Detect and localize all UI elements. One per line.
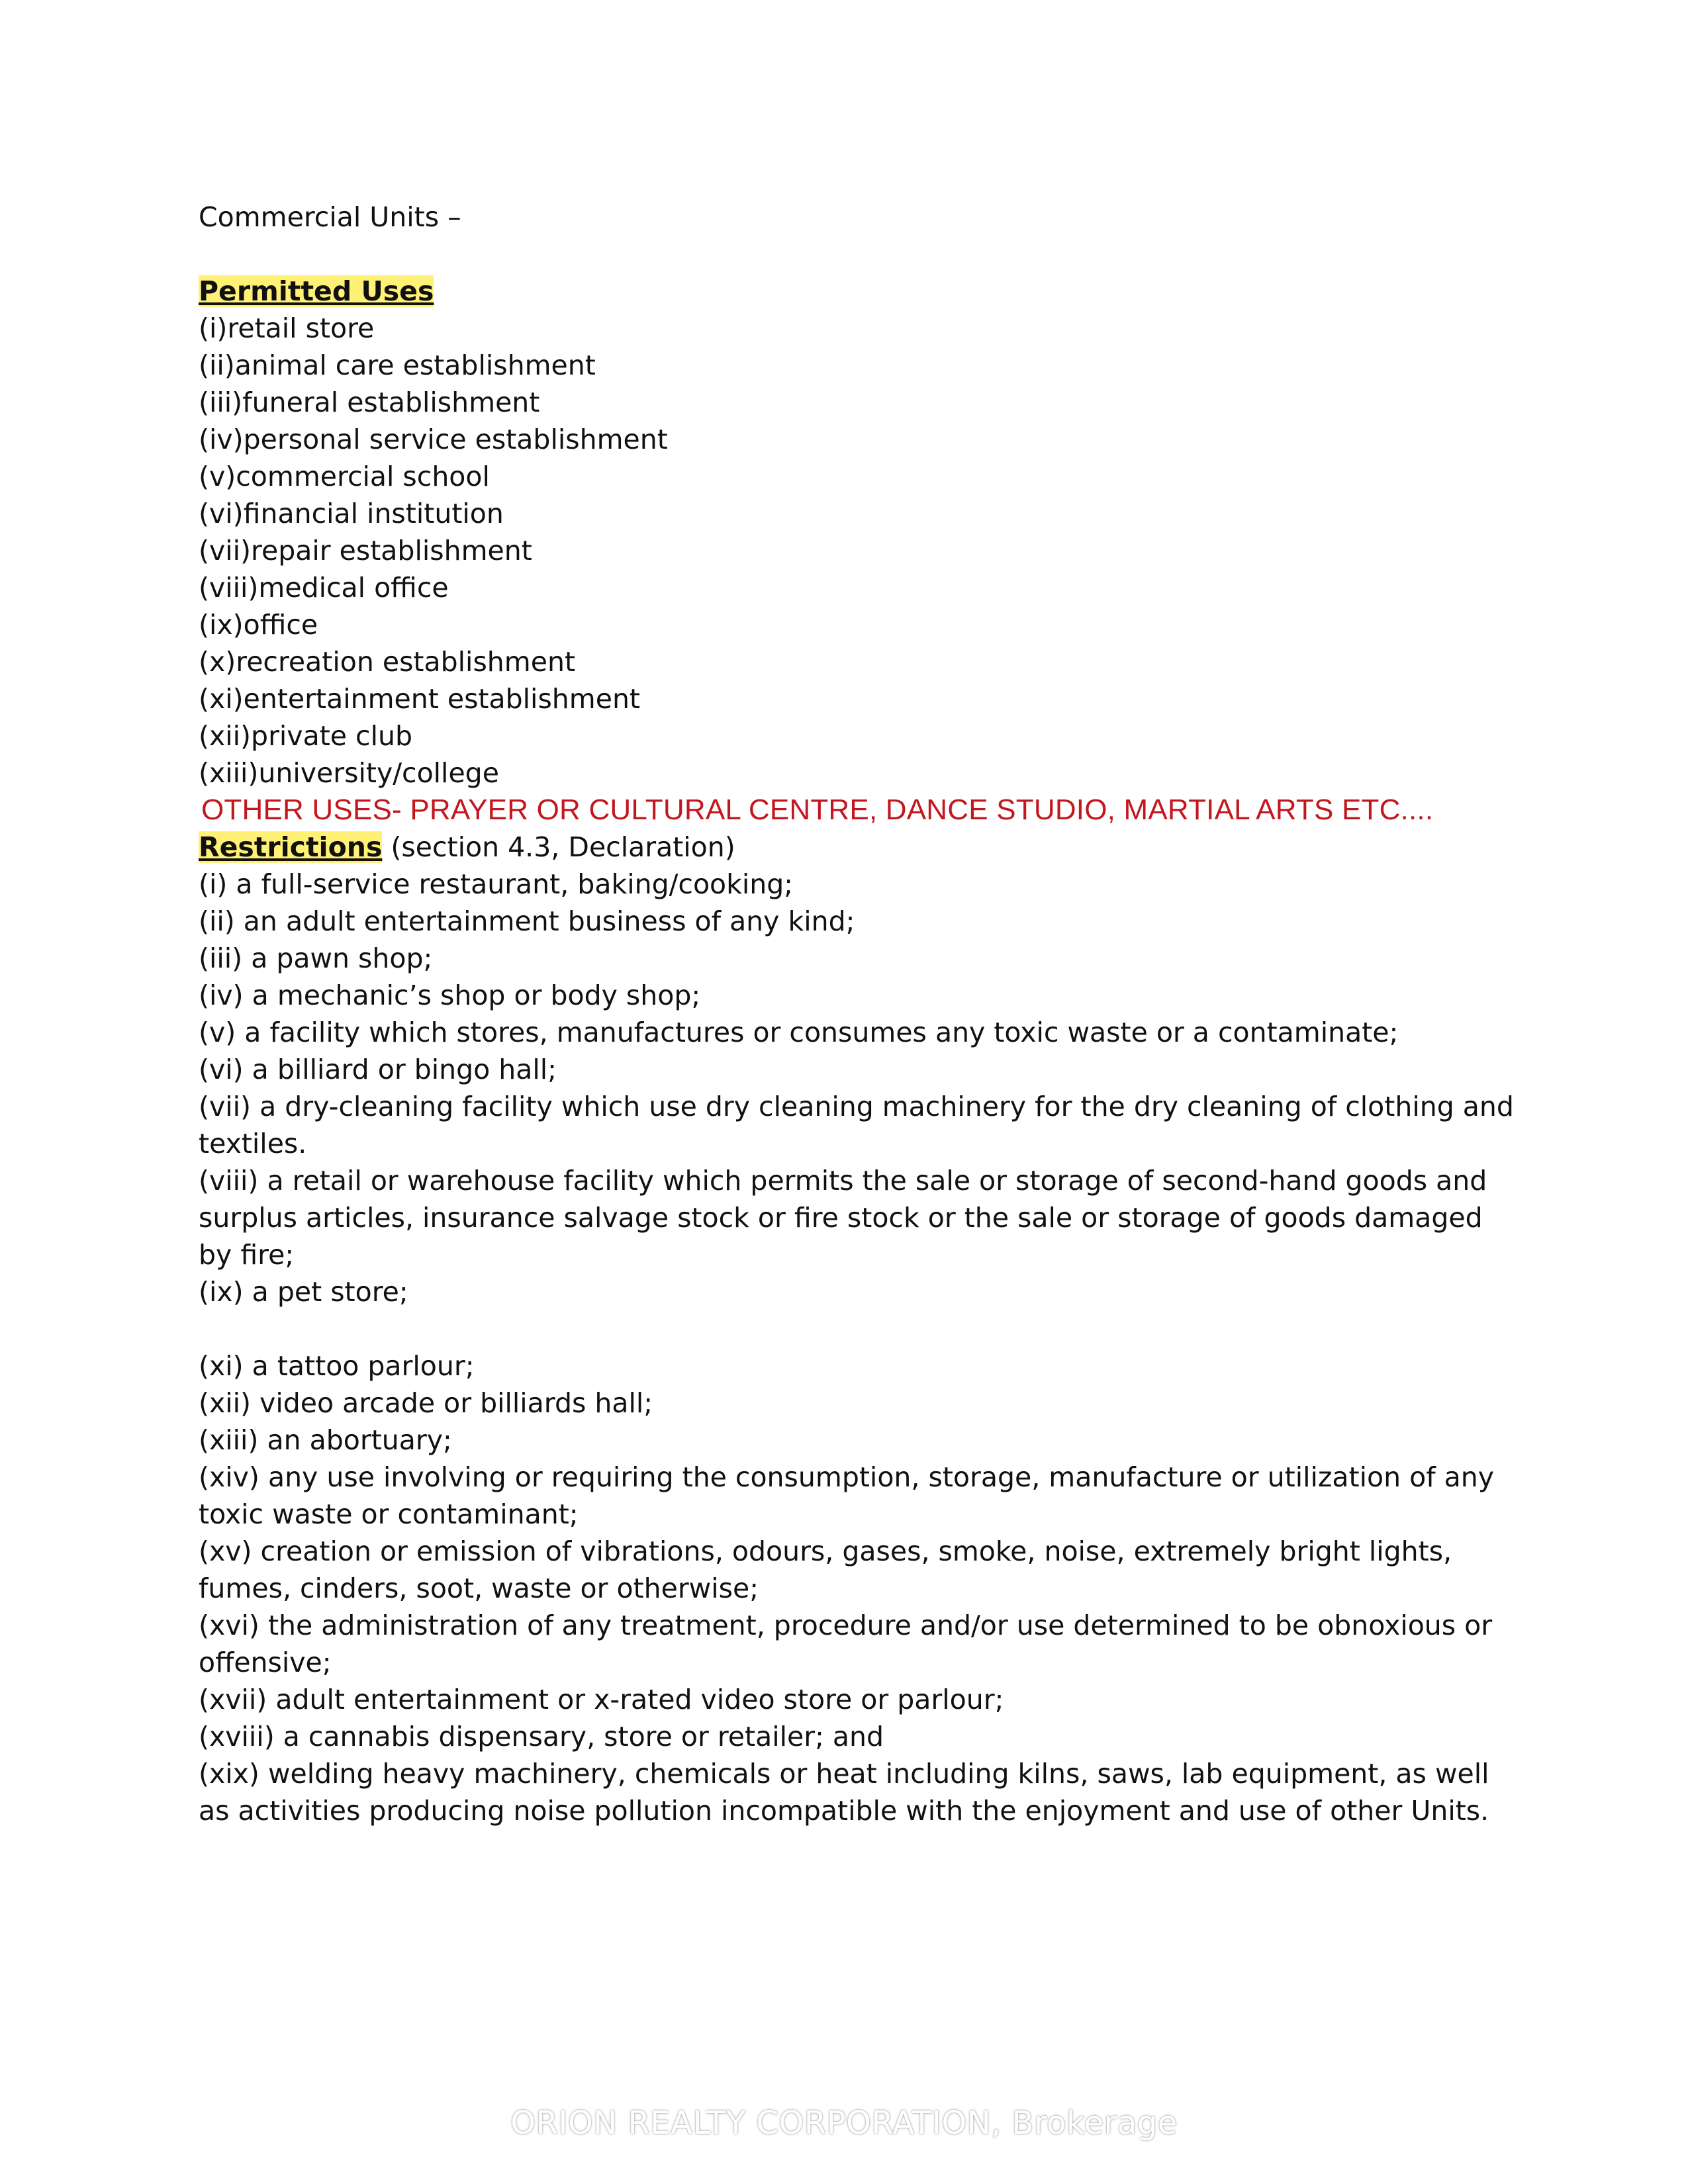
document-title: Commercial Units –	[199, 201, 461, 233]
restriction-item: (xii) video arcade or billiards hall;	[199, 1387, 653, 1419]
restriction-item: (xiii) an abortuary;	[199, 1424, 452, 1456]
brokerage-watermark: ORION REALTY CORPORATION, Brokerage	[510, 2105, 1178, 2142]
restriction-item: (vi) a billiard or bingo hall;	[199, 1054, 557, 1085]
restriction-item: (i) a full-service restaurant, baking/cooking;	[199, 868, 794, 900]
restriction-item: (ii) an adult entertainment business of any kind;	[199, 905, 855, 937]
restrictions-list-continued	[199, 1347, 1523, 1829]
permitted-use-item: (vi)financial institution	[199, 498, 504, 529]
permitted-use-item: (xiii)university/college	[199, 757, 499, 789]
permitted-use-item: (xii)private club	[199, 720, 412, 752]
permitted-use-item: (vii)repair establishment	[199, 535, 532, 567]
restriction-item: (xix) welding heavy machinery, chemicals or heat including kilns, saws, lab equipment, as well as activities producing noise pollution incompatible with the enjoyment and use of other Units.	[199, 1758, 1489, 1827]
restriction-item: (xvi) the administration of any treatment, procedure and/or use determined to be obnoxious or offensive;	[199, 1610, 1493, 1678]
restriction-item: (xvii) adult entertainment or x-rated video store or parlour;	[199, 1684, 1004, 1715]
restriction-item: (v) a facility which stores, manufactures or consumes any toxic waste or a contaminate;	[199, 1017, 1399, 1048]
permitted-use-item: (viii)medical office	[199, 572, 449, 604]
permitted-use-item: (ii)animal care establishment	[199, 349, 596, 381]
permitted-use-item: (iii)funeral establishment	[199, 387, 540, 418]
document-page	[199, 199, 1523, 1829]
permitted-use-item: (i)retail store	[199, 312, 375, 344]
restrictions-list	[199, 866, 1523, 1310]
permitted-use-item: (xi)entertainment establishment	[199, 683, 641, 715]
other-uses-note: OTHER USES- PRAYER OR CULTURAL CENTRE, DANCE STUDIO, MARTIAL ARTS ETC....	[201, 794, 1434, 826]
restrictions-line	[199, 829, 1523, 866]
restriction-item: (xi) a tattoo parlour;	[199, 1350, 475, 1382]
permitted-use-item: (ix)office	[199, 609, 318, 641]
restriction-item: (viii) a retail or warehouse facility which permits the sale or storage of second-hand goods and surplus articles, insurance salvage stock or fire stock or the sale or storage of goods damaged by fire;	[199, 1165, 1487, 1271]
restriction-item: (xviii) a cannabis dispensary, store or retailer; and	[199, 1721, 884, 1752]
permitted-uses-list	[199, 310, 1523, 792]
restriction-item: (vii) a dry-cleaning facility which use dry cleaning machinery for the dry cleaning of clothing and textiles.	[199, 1091, 1514, 1160]
restriction-item: (iv) a mechanic’s shop or body shop;	[199, 979, 701, 1011]
restriction-item: (ix) a pet store;	[199, 1276, 408, 1308]
permitted-use-item: (x)recreation establishment	[199, 646, 576, 678]
permitted-use-item: (v)commercial school	[199, 461, 490, 492]
permitted-uses-heading: Permitted Uses	[199, 275, 434, 307]
restriction-item: (xiv) any use involving or requiring the consumption, storage, manufacture or utilization of any toxic waste or contaminant;	[199, 1461, 1495, 1530]
restrictions-heading-suffix: (section 4.3, Declaration)	[382, 831, 735, 863]
restriction-item: (iii) a pawn shop;	[199, 942, 433, 974]
restrictions-heading: Restrictions	[199, 831, 383, 863]
permitted-use-item: (iv)personal service establishment	[199, 424, 668, 455]
missing-item-gap	[199, 1310, 1523, 1347]
spacer	[199, 236, 1523, 273]
permitted-uses-line	[199, 273, 1523, 310]
restriction-item: (xv) creation or emission of vibrations, odours, gases, smoke, noise, extremely bright lights, fumes, cinders, soot, waste or otherwise;	[199, 1535, 1452, 1604]
